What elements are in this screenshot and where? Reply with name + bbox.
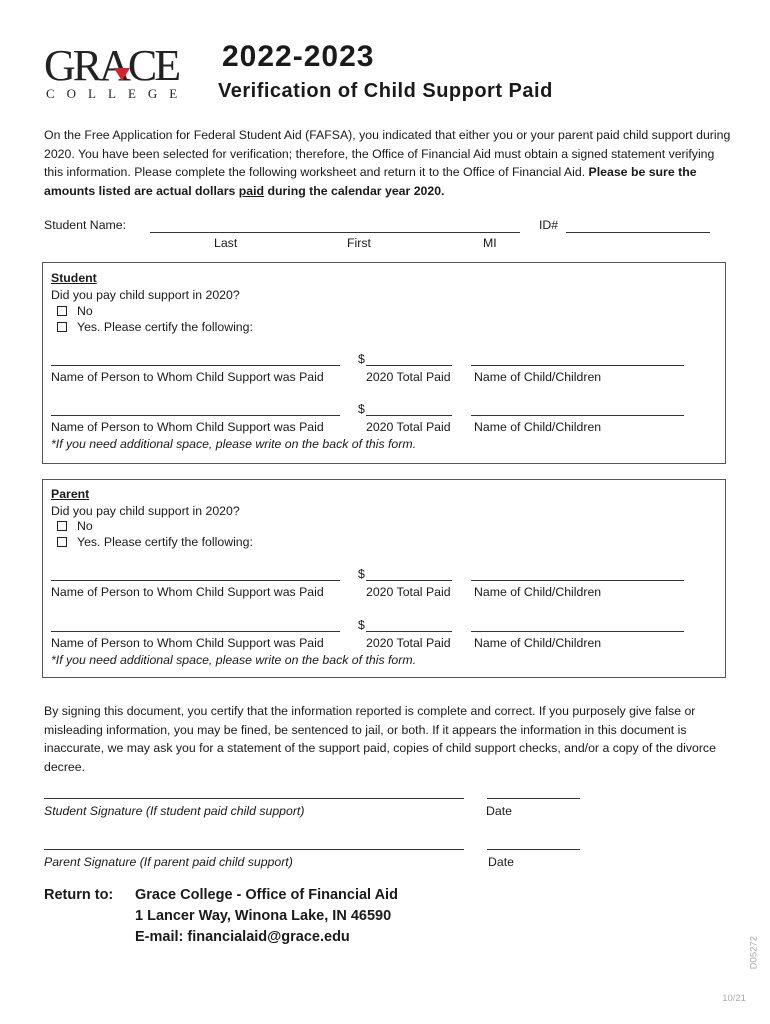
return-line-2: 1 Lancer Way, Winona Lake, IN 46590 xyxy=(135,908,392,924)
student-child-field-1[interactable] xyxy=(471,365,684,366)
student-option-yes[interactable] xyxy=(51,320,253,334)
student-question: Did you pay child support in 2020? xyxy=(51,288,240,302)
dollar-sign: $ xyxy=(358,402,365,416)
student-signature-caption: Student Signature (If student paid child support) xyxy=(44,804,305,818)
total-caption: 2020 Total Paid xyxy=(366,370,451,384)
parent-person-field-2[interactable] xyxy=(51,631,340,632)
student-note: *If you need additional space, please write on the back of this form. xyxy=(51,437,417,451)
student-heading: Student xyxy=(51,271,97,285)
child-caption: Name of Child/Children xyxy=(474,370,602,384)
parent-total-field-2[interactable] xyxy=(366,631,452,632)
student-option-no[interactable] xyxy=(51,304,93,318)
return-email: E-mail: financialaid@grace.edu xyxy=(135,929,350,945)
child-caption: Name of Child/Children xyxy=(474,636,602,650)
parent-option-yes[interactable] xyxy=(51,535,253,549)
student-name-label: Student Name: xyxy=(44,218,127,232)
date-caption: Date xyxy=(486,804,512,818)
intro-bold-underline: paid xyxy=(238,183,265,198)
dollar-sign: $ xyxy=(358,618,365,632)
logo-triangle-icon xyxy=(114,68,130,81)
date-caption: Date xyxy=(488,855,514,869)
person-caption: Name of Person to Whom Child Support was Paid xyxy=(51,420,324,434)
person-caption: Name of Person to Whom Child Support was Paid xyxy=(51,370,324,384)
page-title: Verification of Child Support Paid xyxy=(218,80,553,102)
student-child-field-2[interactable] xyxy=(471,415,684,416)
certification-text: By signing this document, you certify that the information reported is complete and correct. If you purposely give false or misleading information, you may be fined, be sentenced to jail, or both. If it appears the information in this document is inaccurate, we may ask you for a statement of the support paid, copies of child support checks, and/or a copy of the divorce decree. xyxy=(44,704,716,774)
dollar-sign: $ xyxy=(358,567,365,581)
total-caption: 2020 Total Paid xyxy=(366,420,451,434)
person-caption: Name of Person to Whom Child Support was Paid xyxy=(51,585,324,599)
form-code: D05272 xyxy=(748,936,759,970)
parent-question: Did you pay child support in 2020? xyxy=(51,504,240,518)
student-signature-field[interactable] xyxy=(44,798,464,799)
parent-child-field-2[interactable] xyxy=(471,631,684,632)
parent-signature-caption: Parent Signature (If parent paid child support) xyxy=(44,855,293,869)
parent-child-field-1[interactable] xyxy=(471,580,684,581)
student-person-field-2[interactable] xyxy=(51,415,340,416)
parent-note: *If you need additional space, please write on the back of this form. xyxy=(51,653,417,667)
total-caption: 2020 Total Paid xyxy=(366,585,451,599)
return-label: Return to: xyxy=(44,887,114,903)
parent-person-field-1[interactable] xyxy=(51,580,340,581)
checkbox-icon[interactable] xyxy=(57,521,67,531)
first-name-caption: First xyxy=(347,236,371,250)
mi-caption: MI xyxy=(483,236,497,250)
child-caption: Name of Child/Children xyxy=(474,420,602,434)
option-yes-label: Yes. Please certify the following: xyxy=(77,535,253,549)
revision-date: 10/21 xyxy=(722,993,746,1004)
option-no-label: No xyxy=(77,519,93,533)
student-name-field[interactable] xyxy=(150,232,520,233)
last-name-caption: Last xyxy=(214,236,238,250)
parent-option-no[interactable] xyxy=(51,519,93,533)
parent-heading: Parent xyxy=(51,487,90,501)
intro-paragraph xyxy=(44,126,734,200)
checkbox-icon[interactable] xyxy=(57,537,67,547)
option-yes-label: Yes. Please certify the following: xyxy=(77,320,253,334)
student-total-field-1[interactable] xyxy=(366,365,452,366)
id-field[interactable] xyxy=(566,232,710,233)
return-line-1: Grace College - Office of Financial Aid xyxy=(135,887,398,903)
student-person-field-1[interactable] xyxy=(51,365,340,366)
total-caption: 2020 Total Paid xyxy=(366,636,451,650)
option-no-label: No xyxy=(77,304,93,318)
child-caption: Name of Child/Children xyxy=(474,585,602,599)
intro-text: On the Free Application for Federal Student Aid (FAFSA), you indicated that either you or your parent paid child support during 2020. You have been selected for verification; therefore, the Office of Financial Aid must obtain a signed statement verifying this information. Please complete the following worksheet and return it to the Office of Financial Aid. xyxy=(44,128,731,179)
parent-signature-field[interactable] xyxy=(44,849,464,850)
checkbox-icon[interactable] xyxy=(57,322,67,332)
logo-wordmark: GRACE xyxy=(44,41,179,90)
student-total-field-2[interactable] xyxy=(366,415,452,416)
student-date-field[interactable] xyxy=(487,798,580,799)
logo-subtitle: COLLEGE xyxy=(46,86,190,101)
dollar-sign: $ xyxy=(358,352,365,366)
intro-bold-b: during the calendar year 2020. xyxy=(264,183,445,198)
checkbox-icon[interactable] xyxy=(57,306,67,316)
intro-bold-a: Please be sure the amounts listed are actual dollars xyxy=(44,165,697,198)
award-year: 2022-2023 xyxy=(222,40,375,73)
parent-date-field[interactable] xyxy=(487,849,580,850)
id-label: ID# xyxy=(539,218,559,232)
person-caption: Name of Person to Whom Child Support was Paid xyxy=(51,636,324,650)
parent-total-field-1[interactable] xyxy=(366,580,452,581)
